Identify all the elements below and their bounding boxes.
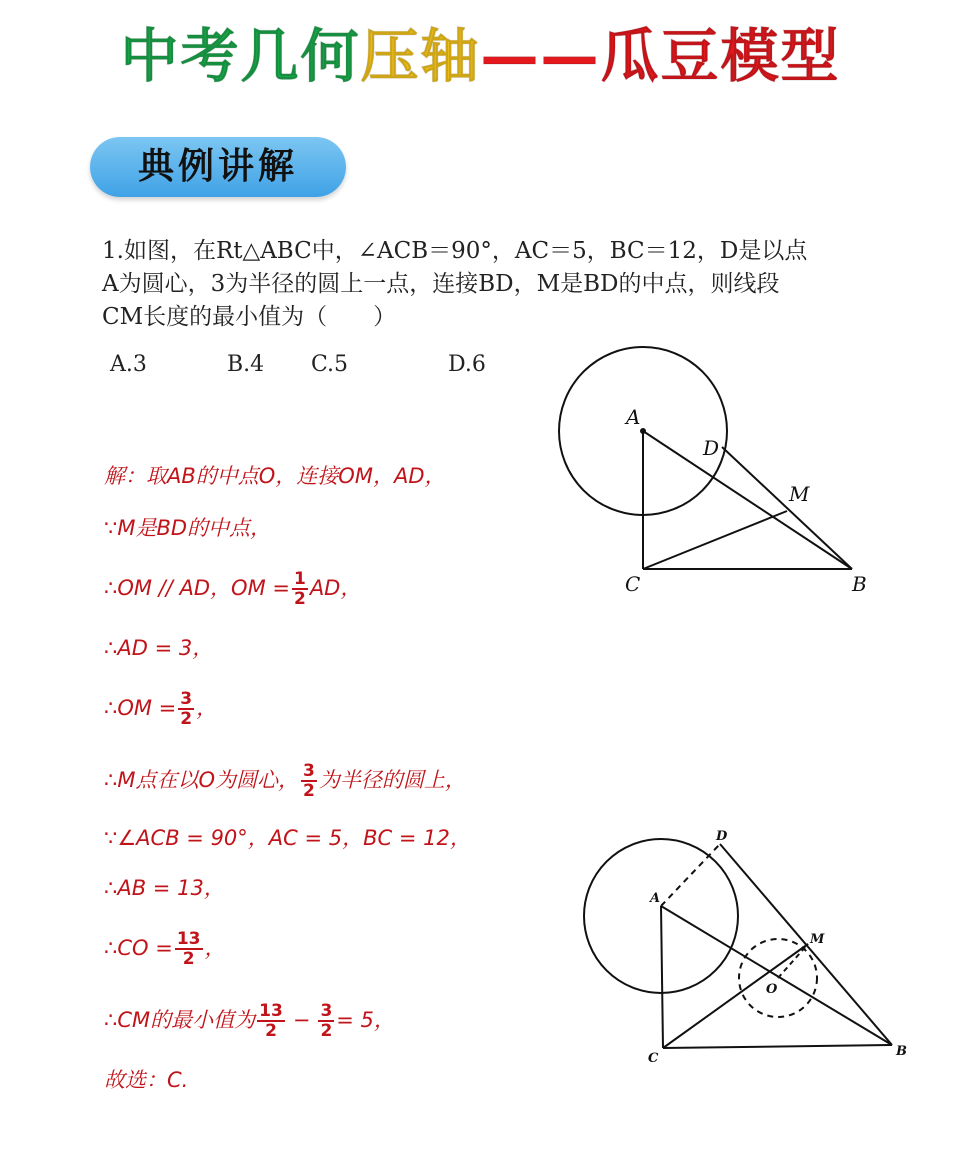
fraction-numerator: 3 bbox=[303, 761, 315, 781]
segment-cb bbox=[663, 1045, 892, 1048]
segment-ad bbox=[661, 844, 720, 906]
fraction-denominator: 2 bbox=[182, 949, 195, 969]
question-line-2: A为圆心，3为半径的圆上一点，连接BD，M是BD的中点，则线段 bbox=[102, 271, 780, 297]
fraction-denominator: 2 bbox=[303, 781, 315, 801]
label-a: A bbox=[650, 891, 661, 906]
solution-line-3-a: ∴OM // AD，OM = bbox=[104, 576, 290, 600]
solution-line-10-a: ∴CM的最小值为 bbox=[104, 1008, 256, 1032]
solution-line-6-a: ∴M点在以O为圆心， bbox=[104, 768, 300, 792]
fraction-denominator: 2 bbox=[320, 1021, 333, 1041]
question-line-3: CM长度的最小值为（ ） bbox=[102, 304, 397, 330]
solution-line-3-b: AD， bbox=[309, 576, 362, 600]
solution-line-6-b: 为半径的圆上， bbox=[318, 768, 466, 792]
fraction-numerator: 1 bbox=[293, 569, 306, 589]
title-part-2: 压轴 bbox=[360, 22, 481, 90]
label-c: C bbox=[648, 1051, 659, 1066]
segment-cm bbox=[663, 944, 808, 1048]
fraction-denominator: 2 bbox=[293, 589, 306, 609]
fraction-numerator: 13 bbox=[259, 1001, 283, 1021]
option-a: A.3 bbox=[110, 352, 147, 377]
solution-line-2: ∵M是BD的中点， bbox=[104, 516, 272, 540]
label-b: B bbox=[896, 1044, 907, 1059]
label-c: C bbox=[625, 572, 641, 596]
solution-line-1: 解：取AB的中点O，连接OM，AD， bbox=[104, 464, 446, 488]
label-a: A bbox=[626, 405, 641, 429]
segment-om bbox=[778, 944, 808, 978]
solution-line-5-a: ∴OM = bbox=[104, 696, 177, 720]
label-d: D bbox=[716, 829, 728, 844]
fraction-denominator: 2 bbox=[180, 709, 193, 729]
title-part-1: 中考几何 bbox=[120, 22, 361, 90]
title-part-3: ——瓜豆模型 bbox=[480, 22, 841, 90]
fraction-numerator: 3 bbox=[320, 1001, 333, 1021]
section-label: 典例讲解 bbox=[137, 146, 298, 187]
solution-line-10-b: = 5， bbox=[336, 1008, 395, 1032]
solution-line-5-b: ， bbox=[196, 696, 218, 720]
fraction-numerator: 13 bbox=[176, 929, 201, 949]
fraction-denominator: 2 bbox=[265, 1021, 277, 1041]
segment-ac bbox=[661, 906, 663, 1048]
label-m: M bbox=[789, 482, 810, 506]
label-m: M bbox=[810, 932, 825, 947]
label-d: D bbox=[703, 436, 720, 460]
minus-sign: − bbox=[292, 1008, 311, 1032]
solution-line-8: ∴AB = 13， bbox=[104, 876, 225, 900]
label-o: O bbox=[766, 982, 778, 997]
option-c: C.5 bbox=[311, 352, 349, 377]
label-b: B bbox=[852, 572, 867, 596]
solution-line-7: ∵∠ACB = 90°，AC = 5，BC = 12， bbox=[104, 826, 471, 850]
option-b: B.4 bbox=[227, 352, 265, 377]
question-line-1: 1.如图，在Rt△ABC中，∠ACB＝90°，AC＝5，BC＝12，D是以点 bbox=[102, 238, 808, 264]
option-d: D.6 bbox=[448, 352, 486, 377]
solution-line-9-a: ∴CO = bbox=[104, 936, 173, 960]
solution-line-9-b: ， bbox=[204, 936, 226, 960]
fraction-numerator: 3 bbox=[180, 689, 193, 709]
solution-line-4: ∴AD = 3， bbox=[104, 636, 214, 660]
solution-line-11: 故选：C. bbox=[104, 1068, 189, 1092]
